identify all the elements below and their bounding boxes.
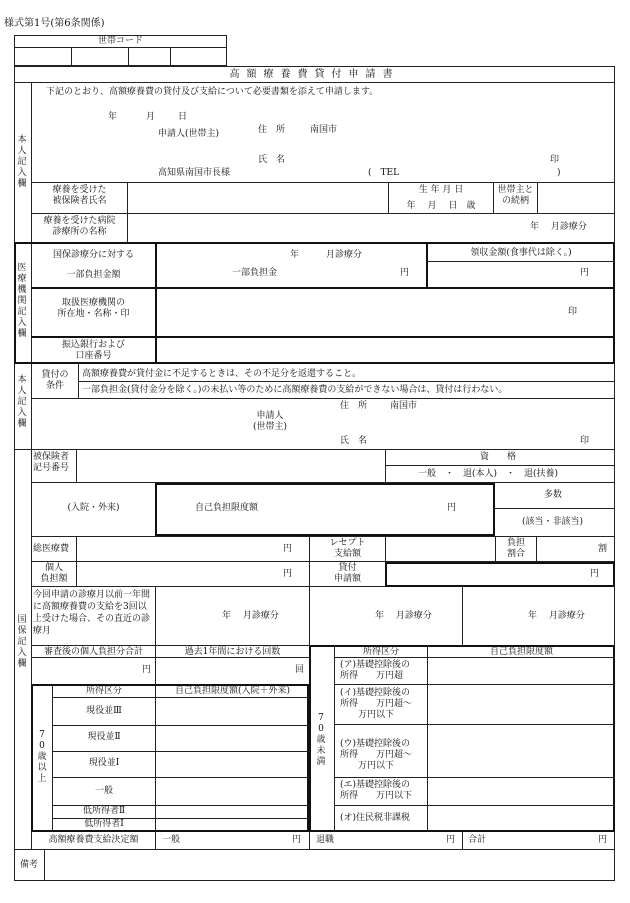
address-label-3: 住 所 xyxy=(340,401,368,411)
seal-mark-3: 印 xyxy=(580,436,590,446)
section2-side-label: 医療機関記入欄 xyxy=(17,263,27,339)
partial-burden-label: 一部負担金 xyxy=(232,268,278,278)
form-title: 高額療養費貸付申請書 xyxy=(229,69,400,80)
addressee: 高知県南国市長様 xyxy=(158,168,231,178)
times-unit: 回 xyxy=(295,665,305,675)
yen-loan: 円 xyxy=(590,569,600,579)
institution-label: 取扱医療機関の 所在地・名称・印 xyxy=(57,298,130,319)
household-code-label: 世帯コード xyxy=(97,36,143,46)
past-year-label: 過去1年間における回数 xyxy=(184,647,281,657)
yen-review: 円 xyxy=(142,665,152,675)
qualification-label: 資 格 xyxy=(480,452,517,462)
treatment-month: 年 月診療分 xyxy=(530,222,587,232)
self-limit-label: 自己負担限度額 xyxy=(195,503,259,513)
name-label-3: 氏 名 xyxy=(340,436,368,446)
yen-personal: 円 xyxy=(283,569,293,579)
section4-side-label: 国保記入欄 xyxy=(17,615,27,669)
remarks-label: 備考 xyxy=(20,860,39,870)
birth-date-label: 生 年 月 日 xyxy=(418,185,464,195)
limit-in-out-label: 自己負担限度額(入院＋外来) xyxy=(174,686,291,696)
over70-row-6: 低所得者Ⅰ xyxy=(84,819,124,829)
qualification-values[interactable]: 一般 ・ 退(本人) ・ 退(扶養) xyxy=(418,469,559,479)
yen-retired: 円 xyxy=(446,835,456,845)
over70-row-4: 一般 xyxy=(94,786,113,796)
decision-total: 合計 xyxy=(468,835,487,845)
under70-row-u: (ウ)基礎控除後の 所得 万円超～ 万円以下 xyxy=(340,739,413,771)
history-label: 今回申請の診療月以前一年間に高額療養費の支給を3回以上受けた場合、その直近の診療月 xyxy=(33,590,151,636)
yen-2: 円 xyxy=(580,268,590,278)
section1-side-label: 本人記入欄 xyxy=(17,135,27,189)
history-month-3: 年 月診療分 xyxy=(528,611,585,621)
income-class-label: 所得区分 xyxy=(85,686,122,696)
history-month-1: 年 月診療分 xyxy=(222,611,279,621)
remarks-input[interactable] xyxy=(45,850,614,880)
after-review-label: 審査後の個人負担分合計 xyxy=(43,647,143,657)
hospital-label: 療養を受けた病院 診療所の名称 xyxy=(43,216,116,237)
ratio-unit: 割 xyxy=(598,544,608,554)
address-value-3: 南国市 xyxy=(390,401,418,411)
decision-label: 高額療養費支給決定額 xyxy=(48,835,139,845)
under70-row-a: (ア)基礎控除後の 所得 万円超 xyxy=(340,660,411,681)
over70-row-5: 低所得者Ⅱ xyxy=(82,806,126,816)
decision-general: 一般 xyxy=(162,835,181,845)
total-cost-label: 総医療費 xyxy=(33,544,70,554)
yen-total: 円 xyxy=(598,835,608,845)
insured-name-label: 療養を受けた 被保険者氏名 xyxy=(52,185,107,206)
treatment-month-2: 年 月診療分 xyxy=(290,250,363,260)
tel-label: ( TEL xyxy=(368,168,400,178)
tel-close: ) xyxy=(557,168,561,178)
date-month: 月 xyxy=(146,112,156,122)
address-value: 南国市 xyxy=(310,125,338,135)
seal-mark: 印 xyxy=(550,155,560,165)
yen-total-cost: 円 xyxy=(283,544,293,554)
receipt-pay-label: レセプト 支給額 xyxy=(329,538,366,559)
form-reference: 様式第1号(第6条関係) xyxy=(4,18,105,29)
under70-row-i: (イ)基礎控除後の 所得 万円超～ 万円以下 xyxy=(340,688,413,720)
over70-row-2: 現役並Ⅱ xyxy=(87,732,121,742)
loan-condition-label: 貸付の 条件 xyxy=(41,370,69,391)
burden-label-1: 国保診療分に対する xyxy=(52,250,134,260)
relation-label: 世帯主と の続柄 xyxy=(497,185,534,206)
over70-row-3: 現役並Ⅰ xyxy=(88,758,120,768)
applies-label[interactable]: (該当・非該当) xyxy=(522,517,584,527)
applicant-label-3: 申請人 (世帯主) xyxy=(252,411,288,432)
insured-number-label: 被保険者 記号番号 xyxy=(33,452,70,473)
institution-seal: 印 xyxy=(568,307,578,317)
loan-request-box[interactable] xyxy=(385,562,615,587)
intro-text: 下記のとおり、高額療養費の貸付及び支給について必要書類を添えて申請します。 xyxy=(46,87,379,97)
yen-1: 円 xyxy=(400,268,410,278)
under70-label: 70歳未満 xyxy=(316,713,326,767)
address-label: 住 所 xyxy=(258,125,286,135)
under70-row-o: (オ)住民税非課税 xyxy=(340,813,411,823)
history-month-2: 年 月診療分 xyxy=(375,611,432,621)
personal-burden-label: 個人 負担額 xyxy=(40,563,68,584)
under70-limit-label: 自己負担限度額 xyxy=(489,647,553,657)
loan-request-label: 貸付 申請額 xyxy=(333,563,361,584)
burden-label-2: 一部負担金額 xyxy=(66,270,121,280)
date-year: 年 xyxy=(108,112,118,122)
bank-account-input[interactable] xyxy=(157,338,614,363)
loan-condition-2: 一部負担金(貸付金分を除く。)の未払い等のために高額療養費の支給ができない場合は、貸付は行わない。 xyxy=(82,385,508,395)
under70-income-label: 所得区分 xyxy=(362,647,399,657)
over70-label: 70歳以上 xyxy=(37,730,47,784)
inpatient-outpatient[interactable]: (入院・外来) xyxy=(67,503,120,513)
name-label: 氏 名 xyxy=(258,155,286,165)
date-day: 日 xyxy=(178,112,188,122)
bank-label: 振込銀行および 口座番号 xyxy=(61,340,125,361)
yen-general: 円 xyxy=(292,835,302,845)
applicant-label: 申請人(世帯主) xyxy=(158,129,220,139)
birth-date-values: 年 月 日 歳 xyxy=(406,201,476,211)
over70-row-1: 現役並Ⅲ xyxy=(86,706,122,716)
section3-side-label: 本人記入欄 xyxy=(17,375,27,429)
many-times-label: 多数 xyxy=(544,490,563,500)
receipt-amount-label: 領収金額(食事代は除く。) xyxy=(470,248,572,258)
loan-condition-1: 高額療養費が貸付金に不足するときは、その不足分を返還すること。 xyxy=(82,369,362,379)
under70-row-e: (エ)基礎控除後の 所得 万円以下 xyxy=(340,780,413,801)
insured-name-input[interactable] xyxy=(128,183,387,213)
yen-limit: 円 xyxy=(447,503,457,513)
burden-ratio-label: 負担 割合 xyxy=(506,538,525,559)
household-code-input[interactable] xyxy=(71,47,227,66)
decision-retired: 退職 xyxy=(316,835,335,845)
